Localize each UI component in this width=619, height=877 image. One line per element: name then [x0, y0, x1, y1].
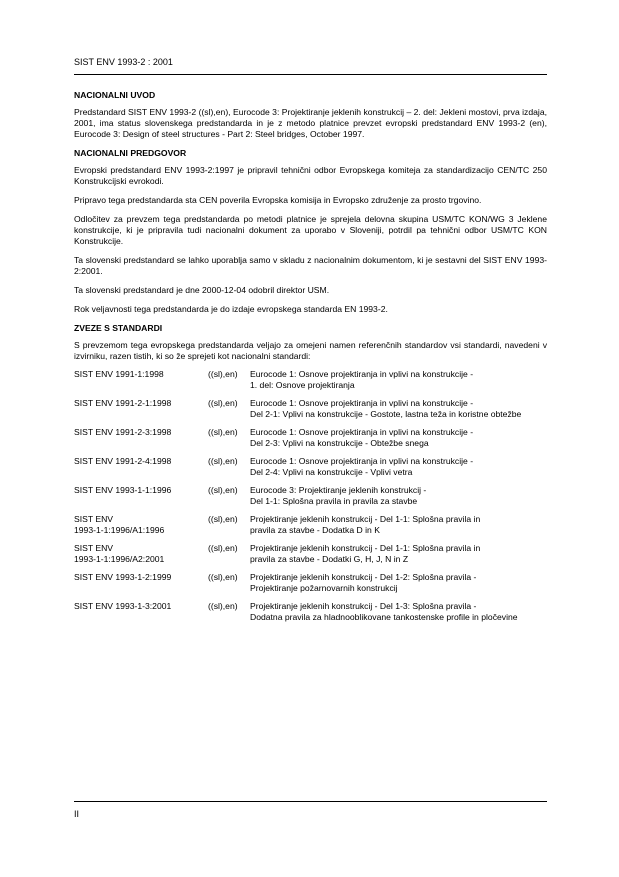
standard-code: SIST ENV 1993-1-2:1999	[74, 572, 172, 582]
standard-code: SIST ENV 1991-1:1998	[74, 369, 164, 379]
table-row	[74, 456, 547, 485]
standard-language: ((sl),en)	[208, 369, 238, 379]
standard-code: SIST ENV 1991-2-1:1998	[74, 398, 172, 408]
document-header-id: SIST ENV 1993-2 : 2001	[74, 57, 173, 67]
description-line: Projektiranje jeklenih konstrukcij - Del 1-2: Splošna pravila -	[250, 572, 477, 582]
description-line: Eurocode 3: Projektiranje jeklenih konstrukcij -	[250, 485, 427, 495]
standard-description	[250, 369, 547, 398]
table-row	[74, 514, 547, 543]
table-row	[74, 427, 547, 456]
standard-language: ((sl),en)	[208, 514, 238, 524]
description-line: pravila za stavbe - Dodatka D in K	[250, 524, 380, 535]
description-line: Eurocode 1: Osnove projektiranja in vplivi na konstrukcije -	[250, 398, 474, 408]
standard-code: SIST ENV 1993-1-3:2001	[74, 601, 172, 611]
description-line: Eurocode 1: Osnove projektiranja in vplivi na konstrukcije -	[250, 427, 474, 437]
standard-language: ((sl),en)	[208, 485, 238, 495]
section-zveze-s-standardi	[74, 323, 547, 630]
description-line: pravila za stavbe - Dodatki G, H, J, N in Z	[250, 553, 409, 564]
paragraph: Ta slovenski predstandard se lahko uporablja samo v skladu z nacionalnim dokumentom, ki je sestavni del SIST ENV 1993-2:2001.	[74, 255, 547, 276]
description-line: Projektiranje požarnovarnih konstrukcij	[250, 582, 398, 593]
standard-description	[250, 601, 547, 630]
standard-code	[74, 543, 208, 572]
paragraph: Evropski predstandard ENV 1993-2:1997 je pripravil tehnični odbor Evropskega komiteja za standardizacijo CEN/TC 250 Konstrukcijski evrokodi.	[74, 165, 547, 186]
standard-language: ((sl),en)	[208, 543, 238, 553]
description-line: 1. del: Osnove projektiranja	[250, 379, 355, 390]
code-line: SIST ENV	[74, 543, 114, 553]
code-line: 1993-1-1:1996/A2:2001	[74, 553, 165, 564]
table-row	[74, 369, 547, 398]
code-line: 1993-1-1:1996/A1:1996	[74, 524, 165, 535]
standard-description	[250, 514, 547, 543]
description-line: Eurocode 1: Osnove projektiranja in vplivi na konstrukcije -	[250, 369, 474, 379]
paragraph: Rok veljavnosti tega predstandarda je do izdaje evropskega standarda EN 1993-2.	[74, 304, 388, 314]
standard-description	[250, 398, 547, 427]
description-line: Del 2-3: Vplivi na konstrukcije - Obtežbe snega	[250, 437, 429, 448]
standard-description	[250, 543, 547, 572]
description-line: Projektiranje jeklenih konstrukcij - Del 1-1: Splošna pravila in	[250, 514, 481, 524]
section-title: NACIONALNI UVOD	[74, 90, 156, 100]
document-body	[74, 90, 547, 630]
table-row	[74, 601, 547, 630]
table-row	[74, 398, 547, 427]
section-nacionalni-predgovor	[74, 148, 547, 315]
standard-language: ((sl),en)	[208, 572, 238, 582]
section-title: ZVEZE S STANDARDI	[74, 323, 163, 333]
standard-code: SIST ENV 1991-2-3:1998	[74, 427, 172, 437]
description-line: Projektiranje jeklenih konstrukcij - Del 1-1: Splošna pravila in	[250, 543, 481, 553]
description-line: Dodatna pravila za hladnooblikovane tankostenske profile in pločevine	[250, 611, 518, 622]
paragraph: Pripravo tega predstandarda sta CEN poverila Evropska komisija in Evropsko združenje za prosto trgovino.	[74, 195, 482, 205]
standard-language: ((sl),en)	[208, 456, 238, 466]
table-row	[74, 543, 547, 572]
table-row	[74, 485, 547, 514]
paragraph: Ta slovenski predstandard je dne 2000-12-04 odobril direktor USM.	[74, 285, 330, 295]
standard-language: ((sl),en)	[208, 398, 238, 408]
description-line: Eurocode 1: Osnove projektiranja in vplivi na konstrukcije -	[250, 456, 474, 466]
standard-language: ((sl),en)	[208, 427, 238, 437]
standard-language: ((sl),en)	[208, 601, 238, 611]
section-title: NACIONALNI PREDGOVOR	[74, 148, 187, 158]
document-page	[74, 0, 547, 877]
description-line: Del 2-4: Vplivi na konstrukcije - Vplivi vetra	[250, 466, 413, 477]
code-line: SIST ENV	[74, 514, 114, 524]
paragraph: Predstandard SIST ENV 1993-2 ((sl),en), Eurocode 3: Projektiranje jeklenih konstrukcij – 2. del: Jekleni mostovi, prva izdaja, 2001, ima status slovenskega predstandarda in je z metodo platnice prevzet evropski predstandard ENV 1993-2 (en), Eurocode 3: Design of steel structures - Part 2: Steel bridges, October 1997.	[74, 107, 547, 139]
standard-description	[250, 456, 547, 485]
page-number: II	[74, 809, 80, 819]
standard-description	[250, 485, 547, 514]
standard-code: SIST ENV 1991-2-4:1998	[74, 456, 172, 466]
description-line: Del 1-1: Splošna pravila in pravila za stavbe	[250, 495, 418, 506]
standard-description	[250, 572, 547, 601]
paragraph: Odločitev za prevzem tega predstandarda po metodi platnice je sprejela delovna skupina USM/TC KON/WG 3 Jeklene konstrukcije, ki je pripravila tudi nacionalni dokument za uporabo v Sloveniji, potrdil pa tehnični odbor USM/TC KON Konstrukcije.	[74, 214, 547, 246]
standards-table	[74, 369, 547, 630]
standard-code: SIST ENV 1993-1-1:1996	[74, 485, 172, 495]
footer-divider	[74, 801, 547, 802]
description-line: Del 2-1: Vplivi na konstrukcije - Gostote, lastna teža in koristne obtežbe	[250, 408, 522, 419]
header-divider	[74, 74, 547, 75]
standard-description	[250, 427, 547, 456]
table-row	[74, 572, 547, 601]
section-nacionalni-uvod	[74, 90, 547, 140]
description-line: Projektiranje jeklenih konstrukcij - Del 1-3: Splošna pravila -	[250, 601, 477, 611]
standard-code	[74, 514, 208, 543]
paragraph: S prevzemom tega evropskega predstandarda veljajo za omejeni namen referenčnih standardov vsi standardi, navedeni v izvirniku, razen tistih, ki so že sprejeti kot nacionalni standardi:	[74, 340, 547, 361]
